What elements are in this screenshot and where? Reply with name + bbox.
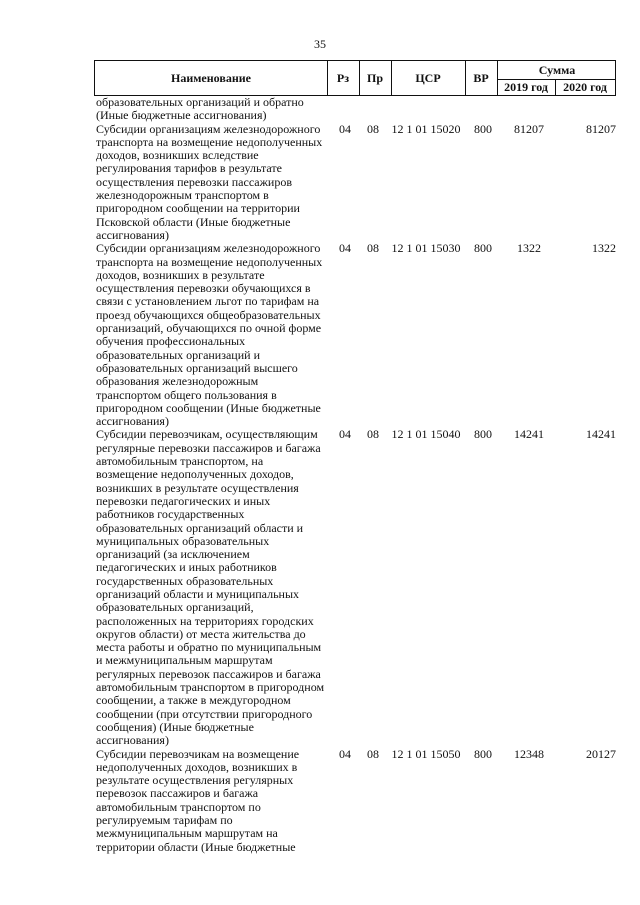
row-vr: 800	[474, 241, 492, 256]
row-sum-2020: 20127	[586, 746, 616, 761]
row-name-line: Псковской области (Иные бюджетные	[96, 214, 291, 229]
row-name-line: регулируемым тарифам по	[96, 813, 233, 828]
row-name	[94, 242, 328, 428]
row-name-line: автомобильным транспортом, на	[96, 454, 264, 469]
row-sum-2020: 14241	[586, 427, 616, 442]
row-vr: 800	[474, 427, 492, 442]
row-name-line: государственных образовательных	[96, 573, 274, 588]
row-name	[94, 428, 328, 747]
row-rz: 04	[339, 746, 351, 761]
row-name-line: перевозки педагогических и иных	[96, 493, 271, 508]
row-name-line: транспорта на возмещение недополученных	[96, 134, 323, 149]
page-number: 35	[314, 37, 326, 51]
row-name-line: Субсидии перевозчикам на возмещение	[96, 746, 300, 761]
row-csr: 12 1 01 15020	[391, 121, 461, 136]
row-name-line: результате осуществления регулярных	[96, 773, 294, 788]
row-name-line: пригородном сообщении (Иные бюджетные	[96, 400, 321, 415]
row-sum-2020: 1322	[592, 241, 616, 256]
row-name-line: образовательных организаций и обратно	[96, 95, 304, 109]
row-name-line: автомобильным транспортом в пригородном	[96, 680, 325, 695]
row-name	[94, 748, 328, 854]
table-row	[94, 242, 616, 428]
row-name-line: осуществления перевозки пассажиров	[96, 174, 292, 189]
row-name-line: регулирования тарифов в результате	[96, 161, 282, 176]
table-body	[94, 96, 616, 854]
row-name-line: автомобильным транспортом по	[96, 799, 261, 814]
row-vr: 800	[474, 121, 492, 136]
row-name-line: возникших в результате осуществления	[96, 480, 299, 495]
row-name-line: организаций, обучающихся по очной форме	[96, 321, 322, 336]
header-year-2020: 2020 год	[563, 79, 607, 94]
header-csr: ЦСР	[415, 70, 441, 85]
row-name-line: обучения профессиональных	[96, 334, 246, 349]
row-name-line: Субсидии перевозчикам, осуществляющим	[96, 427, 318, 442]
table-header	[94, 60, 616, 96]
row-name-line: работников государственных	[96, 507, 245, 522]
row-name-line: образовательных организаций,	[96, 600, 254, 615]
row-name-line: расположенных на территориях городских	[96, 613, 314, 628]
row-name-line: педагогических и иных работников	[96, 560, 277, 575]
row-csr: 12 1 01 15030	[391, 241, 461, 256]
row-name-line: образовательных организаций области и	[96, 520, 304, 535]
table-row	[94, 123, 616, 243]
row-name-line: Субсидии организациям железнодорожного	[96, 241, 321, 256]
row-name-line: возмещение недополученных доходов,	[96, 467, 294, 482]
row-sum-2020: 81207	[586, 121, 616, 136]
row-name-line: организаций (за исключением	[96, 547, 250, 562]
row-name-line: образовательных организаций высшего	[96, 360, 298, 375]
row-sum-2019: 81207	[514, 121, 544, 136]
row-name-line: ассигнования)	[96, 733, 169, 748]
row-vr: 800	[474, 746, 492, 761]
row-name-line: межмуниципальным маршрутам на	[96, 826, 278, 841]
table-row	[94, 748, 616, 854]
row-name	[94, 96, 328, 123]
row-name-line: округов области) от места жительства до	[96, 626, 306, 641]
row-name-line: сообщении, а также в междугородном	[96, 693, 291, 708]
table-row	[94, 96, 616, 123]
row-pr: 08	[367, 427, 379, 442]
row-name-line: транспорта на возмещение недополученных	[96, 254, 323, 269]
row-sum-2019: 1322	[517, 241, 541, 256]
row-name-line: осуществления перевозки обучающихся в	[96, 281, 311, 296]
row-name-line: ассигнования)	[96, 414, 169, 429]
header-vr: ВР	[473, 70, 489, 85]
row-name-line: пригородном сообщении на территории	[96, 201, 300, 216]
row-name-line: регулярные перевозки пассажиров и багажа	[96, 440, 321, 455]
row-pr: 08	[367, 746, 379, 761]
row-name-line: муниципальных образовательных	[96, 533, 270, 548]
row-name-line: железнодорожным транспортом в	[96, 188, 269, 203]
row-name-line: образования железнодорожным	[96, 374, 259, 389]
row-name-line: перевозок пассажиров и багажа	[96, 786, 259, 801]
row-name-line: регулярных перевозок пассажиров и багажа	[96, 666, 321, 681]
table-row	[94, 428, 616, 747]
header-name: Наименование	[171, 70, 251, 85]
row-name-line: проезд обучающихся общеобразовательных	[96, 307, 321, 322]
row-name-line: и межмуниципальным маршрутам	[96, 653, 273, 668]
header-year-2019: 2019 год	[504, 79, 548, 94]
row-name-line: сообщении (при отсутствии пригородного	[96, 706, 313, 721]
row-name	[94, 123, 328, 243]
row-rz: 04	[339, 427, 351, 442]
row-csr: 12 1 01 15040	[391, 427, 461, 442]
row-sum-2019: 12348	[514, 746, 544, 761]
row-name-line: образовательных организаций и	[96, 347, 260, 362]
row-pr: 08	[367, 121, 379, 136]
row-name-line: связи с установлением льгот по тарифам на	[96, 294, 320, 309]
header-rz: Рз	[336, 70, 350, 85]
row-rz: 04	[339, 121, 351, 136]
row-name-line: места работы и обратно по муниципальным	[96, 640, 322, 655]
row-pr: 08	[367, 241, 379, 256]
row-name-line: ассигнования)	[96, 227, 169, 242]
row-name-line: Субсидии организациям железнодорожного	[96, 121, 321, 136]
header-sum: Сумма	[538, 62, 576, 77]
header-pr: Пр	[366, 70, 383, 85]
row-name-line: недополученных доходов, возникших в	[96, 759, 298, 774]
row-sum-2019: 14241	[514, 427, 544, 442]
row-name-line: транспортом общего пользования в	[96, 387, 277, 402]
row-name-line: территории области (Иные бюджетные	[96, 839, 296, 854]
row-name-line: организаций области и муниципальных	[96, 586, 300, 601]
row-name-line: доходов, возникших вследствие	[96, 148, 259, 163]
row-name-line: доходов, возникших в результате	[96, 267, 265, 282]
row-csr: 12 1 01 15050	[391, 746, 461, 761]
row-name-line: сообщения) (Иные бюджетные	[96, 719, 254, 734]
row-name-line: (Иные бюджетные ассигнования)	[96, 108, 267, 123]
row-rz: 04	[339, 241, 351, 256]
